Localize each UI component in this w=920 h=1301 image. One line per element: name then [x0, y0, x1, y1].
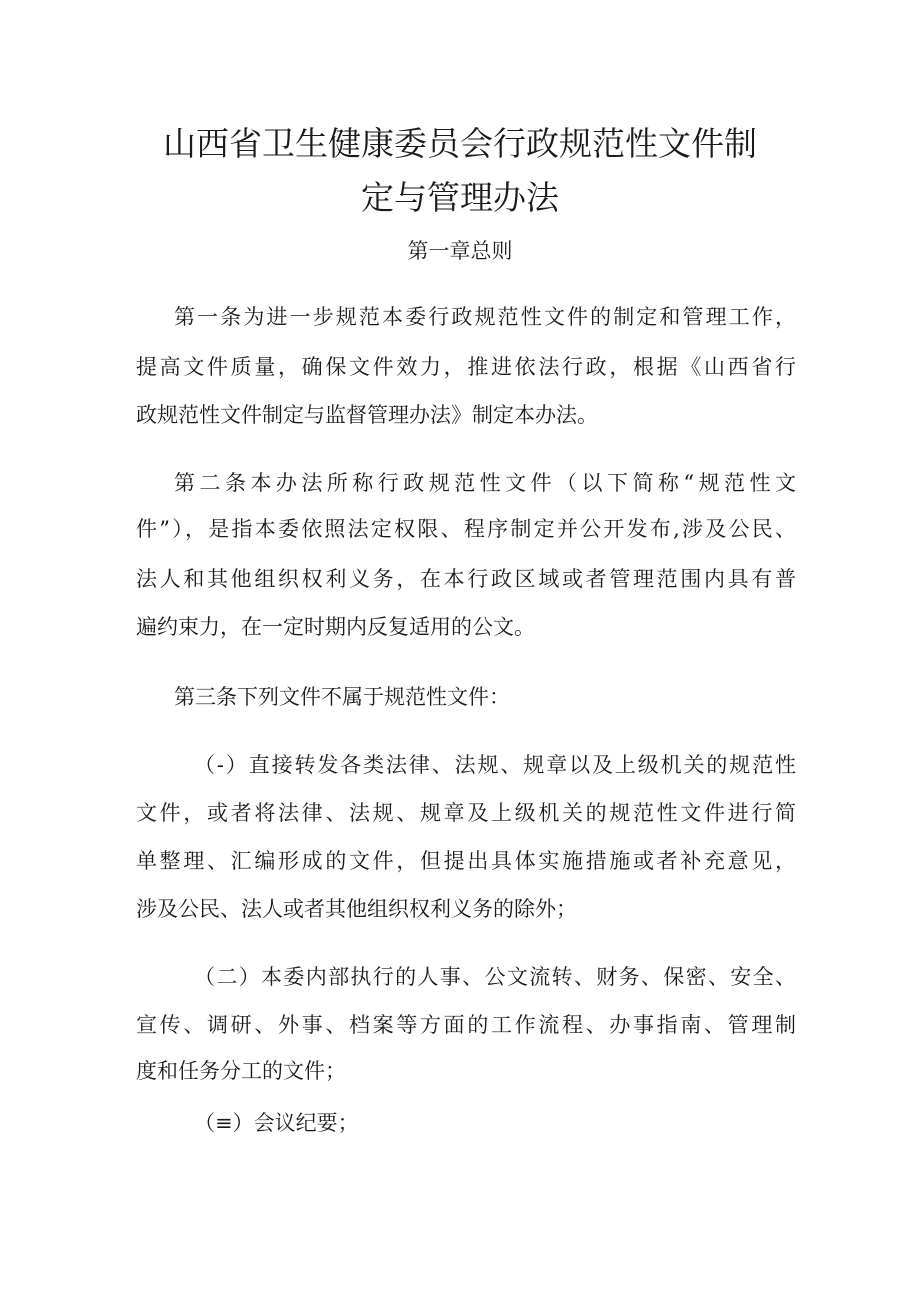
- item-2-line-1: （二）本委内部执行的人事、公文流转、财务、保密、安全、: [194, 965, 796, 989]
- article-2-line-4: 遍约束力，在一定时期内反复适用的公文。: [136, 615, 535, 639]
- item-1-line-2: 文件，或者将法律、法规、规章及上级机关的规范性文件进行简: [136, 801, 796, 825]
- article-2-line-1: 第二条本办法所称行政规范性文件（以下简称“规范性文: [174, 471, 796, 495]
- article-1-line-2: 提高文件质量，确保文件效力，推进依法行政，根据《山西省行: [136, 355, 796, 379]
- document-title-line-1: 山西省卫生健康委员会行政规范性文件制: [163, 124, 757, 163]
- chapter-heading: 第一章总则: [407, 239, 513, 263]
- article-2-line-3: 法人和其他组织权利义务，在本行政区域或者管理范围内具有普: [136, 567, 796, 591]
- item-3-line-1: （≡）会议纪要；: [194, 1111, 359, 1135]
- article-1-line-3: 政规范性文件制定与监督管理办法》制定本办法。: [136, 403, 598, 427]
- item-1-line-4: 涉及公民、法人或者其他组织权利义务的除外；: [136, 897, 577, 921]
- article-2-line-2: 件”），是指本委依照法定权限、程序制定并公开发布,涉及公民、: [136, 517, 796, 541]
- item-2-line-2: 宣传、调研、外事、档案等方面的工作流程、办事指南、管理制: [136, 1013, 796, 1037]
- item-1-line-3: 单整理、汇编形成的文件，但提出具体实施措施或者补充意见，: [136, 849, 796, 873]
- item-1-line-1: （-）直接转发各类法律、法规、规章以及上级机关的规范性: [194, 753, 796, 777]
- item-2-line-3: 度和任务分工的文件；: [136, 1059, 346, 1083]
- article-3-line-1: 第三条下列文件不属于规范性文件：: [174, 685, 510, 709]
- document-title-line-2: 定与管理办法: [361, 178, 559, 217]
- article-1-line-1: 第一条为进一步规范本委行政规范性文件的制定和管理工作，: [174, 305, 796, 329]
